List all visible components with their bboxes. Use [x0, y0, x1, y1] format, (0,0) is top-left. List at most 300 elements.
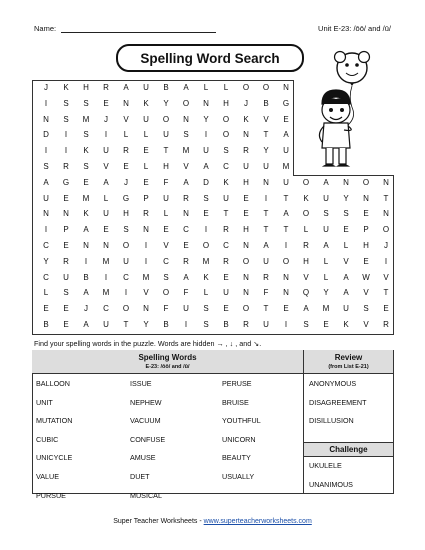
grid-letter[interactable]: V [183, 162, 189, 171]
spelling-word: UNIT [36, 397, 53, 407]
grid-letter[interactable]: H [223, 98, 229, 108]
grid-letter[interactable]: Q [302, 288, 310, 298]
grid-letter[interactable]: L [223, 83, 229, 92]
spelling-words-title: Spelling Words [138, 353, 197, 362]
grid-letter[interactable]: N [283, 272, 289, 282]
grid-letter[interactable]: L [303, 225, 309, 235]
grid-letter[interactable]: I [144, 241, 148, 250]
grid-letter[interactable]: N [123, 98, 129, 108]
grid-letter[interactable]: E [223, 272, 229, 282]
grid-letter[interactable]: B [163, 83, 169, 92]
grid-letter[interactable]: N [183, 209, 189, 219]
grid-letter[interactable]: A [183, 272, 189, 282]
grid-letter[interactable]: K [143, 98, 149, 108]
boy-icon [319, 90, 351, 166]
grid-letter[interactable]: E [83, 177, 89, 187]
grid-letter[interactable]: N [103, 241, 109, 250]
challenge-header [304, 442, 393, 457]
grid-letter[interactable]: A [183, 83, 189, 92]
grid-letter[interactable]: V [143, 288, 149, 298]
grid-letter[interactable]: K [83, 209, 89, 219]
grid-letter[interactable]: J [124, 177, 128, 187]
spelling-word: UNICYCLE [36, 453, 73, 463]
grid-letter[interactable]: A [43, 177, 49, 187]
grid-letter[interactable]: S [163, 272, 169, 282]
grid-letter[interactable]: O [202, 241, 210, 250]
grid-letter[interactable]: L [323, 256, 329, 266]
grid-letter[interactable]: T [283, 193, 289, 203]
grid-letter[interactable]: K [343, 320, 349, 329]
grid-letter[interactable]: L [103, 193, 109, 203]
grid-letter[interactable]: O [162, 114, 170, 124]
grid-letter[interactable]: R [183, 193, 189, 203]
grid-letter[interactable]: A [323, 177, 329, 187]
grid-letter[interactable]: E [223, 304, 229, 314]
grid-letter[interactable]: L [203, 288, 209, 298]
grid-letter[interactable]: N [243, 288, 249, 298]
grid-letter[interactable]: R [303, 241, 309, 250]
grid-letter[interactable]: F [163, 304, 169, 314]
grid-letter[interactable]: S [183, 130, 189, 140]
grid-letter[interactable]: M [142, 272, 150, 282]
grid-letter[interactable]: L [343, 241, 349, 250]
grid-letter[interactable]: I [64, 146, 68, 156]
grid-letter[interactable]: H [303, 256, 309, 266]
grid-letter[interactable]: E [63, 304, 69, 314]
spelling-word: MUSICAL [130, 490, 162, 500]
grid-letter[interactable]: I [144, 256, 148, 266]
spelling-word: BALLOON [36, 379, 70, 388]
grid-letter[interactable]: F [263, 288, 269, 298]
grid-letter[interactable]: O [162, 288, 170, 298]
grid-letter[interactable]: C [43, 272, 49, 282]
grid-letter[interactable]: M [182, 146, 190, 156]
grid-letter[interactable]: Y [203, 114, 209, 124]
grid-letter[interactable]: P [363, 225, 369, 235]
grid-letter[interactable]: E [363, 256, 369, 266]
grid-letter[interactable]: T [383, 193, 389, 203]
grid-letter[interactable]: I [44, 98, 48, 108]
grid-letter[interactable]: L [123, 130, 129, 140]
grid-letter[interactable]: L [323, 272, 329, 282]
grid-letter[interactable]: U [103, 146, 109, 156]
grid-letter[interactable]: S [323, 209, 329, 219]
grid-letter[interactable]: E [123, 162, 129, 171]
grid-letter[interactable]: M [202, 256, 210, 266]
grid-letter[interactable]: S [43, 162, 49, 171]
grid-letter[interactable]: L [43, 288, 49, 298]
grid-letter[interactable]: G [62, 177, 70, 187]
grid-letter[interactable]: U [123, 256, 129, 266]
grid-letter[interactable]: J [84, 304, 88, 314]
grid-letter[interactable]: T [283, 225, 289, 235]
grid-letter[interactable]: C [103, 304, 109, 314]
review-word: DISAGREEMENT [309, 397, 367, 407]
grid-letter[interactable]: T [263, 225, 269, 235]
grid-letter[interactable]: M [282, 162, 290, 171]
review-word: DISILLUSION [309, 416, 354, 426]
grid-letter[interactable]: U [223, 288, 229, 298]
footer [0, 518, 425, 525]
grid-letter[interactable]: C [223, 162, 229, 171]
grid-letter[interactable]: Y [323, 288, 329, 298]
grid-letter[interactable]: A [303, 304, 309, 314]
grid-letter[interactable]: V [363, 288, 369, 298]
spelling-word: DUET [130, 472, 150, 481]
grid-letter[interactable]: S [203, 304, 209, 314]
grid-letter[interactable]: N [43, 209, 49, 219]
grid-letter[interactable]: V [343, 256, 349, 266]
grid-letter[interactable]: V [303, 272, 309, 282]
grid-letter[interactable]: K [203, 272, 209, 282]
grid-letter[interactable]: N [263, 177, 269, 187]
unit-label: Unit E-23: /ōō/ and /ū/ [318, 24, 391, 33]
grid-letter[interactable]: A [343, 288, 349, 298]
grid-letter[interactable]: N [383, 209, 389, 219]
grid-letter[interactable]: B [223, 320, 229, 329]
grid-letter[interactable]: N [203, 98, 209, 108]
grid-letter[interactable]: M [322, 304, 330, 314]
grid-letter[interactable]: H [123, 209, 129, 219]
worksheet-title: Spelling Word Search [116, 44, 304, 72]
footer-link[interactable]: www.superteacherworksheets.com [203, 518, 312, 525]
grid-letter[interactable]: A [123, 83, 129, 92]
grid-letter[interactable]: R [143, 209, 149, 219]
spelling-word: YOUTHFUL [222, 416, 261, 426]
grid-letter[interactable]: H [163, 162, 169, 171]
grid-letter[interactable]: I [284, 320, 288, 329]
grid-letter[interactable]: E [323, 320, 329, 329]
grid-letter[interactable]: A [283, 209, 289, 219]
grid-letter[interactable]: T [263, 209, 269, 219]
spelling-word: USUALLY [222, 472, 255, 481]
grid-letter[interactable]: Y [163, 98, 169, 108]
spelling-word: BRUISE [222, 397, 249, 407]
grid-letter[interactable]: H [83, 83, 89, 92]
grid-letter[interactable]: R [183, 256, 189, 266]
grid-letter[interactable]: N [243, 272, 249, 282]
grid-letter[interactable]: O [122, 304, 130, 314]
grid-letter[interactable]: T [263, 304, 269, 314]
grid-letter[interactable]: O [302, 177, 310, 187]
name-label: Name: [34, 24, 57, 33]
grid-letter[interactable]: T [223, 209, 229, 219]
grid-letter[interactable]: I [44, 146, 48, 156]
grid-letter[interactable]: F [163, 177, 169, 187]
grid-letter[interactable]: Y [263, 146, 269, 156]
grid-letter[interactable]: E [203, 209, 209, 219]
grid-letter[interactable]: N [243, 130, 249, 140]
grid-letter[interactable]: E [63, 241, 69, 250]
grid-letter[interactable]: O [242, 83, 250, 92]
grid-letter[interactable]: E [103, 98, 109, 108]
grid-letter[interactable]: U [143, 83, 149, 92]
grid-letter[interactable]: C [163, 256, 169, 266]
grid-letter[interactable]: S [303, 320, 309, 329]
grid-letter[interactable]: H [363, 241, 369, 250]
grid-letter[interactable]: H [243, 177, 249, 187]
grid-letter[interactable]: U [143, 114, 149, 124]
grid-letter[interactable]: N [343, 177, 349, 187]
grid-letter[interactable]: S [83, 98, 89, 108]
grid-letter[interactable]: N [143, 304, 149, 314]
grid-letter[interactable]: R [123, 146, 129, 156]
grid-letter[interactable]: A [103, 177, 109, 187]
grid-letter[interactable]: E [383, 304, 389, 314]
grid-letter[interactable]: L [163, 209, 169, 219]
grid-letter[interactable]: N [243, 241, 249, 250]
grid-letter[interactable]: U [263, 320, 269, 329]
grid-letter[interactable]: T [123, 320, 129, 329]
grid-letter[interactable]: R [63, 162, 69, 171]
grid-letter[interactable]: K [83, 146, 89, 156]
grid-letter[interactable]: E [143, 177, 149, 187]
grid-letter[interactable]: M [102, 256, 110, 266]
grid-letter[interactable]: O [382, 225, 390, 235]
grid-letter[interactable]: A [203, 162, 209, 171]
grid-letter[interactable]: C [123, 272, 129, 282]
spelling-word: VACUUM [130, 416, 161, 426]
grid-letter[interactable]: K [63, 83, 69, 92]
footer-text: Super Teacher Worksheets - [113, 518, 204, 525]
picture-divider-bottom [293, 175, 394, 176]
grid-letter[interactable]: W [362, 272, 370, 282]
grid-letter[interactable]: O [302, 209, 310, 219]
grid-letter[interactable]: O [182, 98, 190, 108]
grid-letter[interactable]: V [123, 114, 129, 124]
grid-letter[interactable]: E [283, 114, 289, 124]
grid-letter[interactable]: Y [143, 320, 149, 329]
grid-letter[interactable]: E [143, 146, 149, 156]
grid-letter[interactable]: S [203, 320, 209, 329]
grid-letter[interactable]: U [323, 225, 329, 235]
grid-letter[interactable]: U [223, 193, 229, 203]
grid-letter[interactable]: I [384, 256, 388, 266]
grid-letter[interactable]: N [283, 83, 289, 92]
grid-letter[interactable]: U [163, 193, 169, 203]
grid-letter[interactable]: E [243, 209, 249, 219]
grid-letter[interactable]: P [143, 193, 149, 203]
grid-letter[interactable]: U [63, 272, 69, 282]
grid-letter[interactable]: S [123, 225, 129, 235]
grid-letter[interactable]: S [203, 193, 209, 203]
grid-letter[interactable]: M [82, 114, 90, 124]
grid-letter[interactable]: N [83, 241, 89, 250]
spelling-word: CONFUSE [130, 434, 166, 444]
grid-letter[interactable]: R [383, 320, 389, 329]
grid-letter[interactable]: C [223, 241, 229, 250]
grid-letter[interactable]: O [362, 177, 370, 187]
grid-letter[interactable]: A [183, 177, 189, 187]
grid-letter[interactable]: F [183, 288, 189, 298]
grid-letter[interactable]: E [243, 193, 249, 203]
grid-letter[interactable]: R [103, 83, 109, 92]
spelling-word: MUTATION [36, 416, 73, 426]
grid-letter[interactable]: R [223, 225, 229, 235]
grid-letter[interactable]: V [103, 162, 109, 171]
instructions: Find your spelling words in the puzzle. Words are hidden → , ↓ , and ↘. [34, 339, 262, 348]
grid-letter[interactable]: I [284, 241, 288, 250]
grid-letter[interactable]: S [63, 288, 69, 298]
grid-letter[interactable]: E [63, 193, 69, 203]
grid-letter[interactable]: D [203, 177, 209, 187]
grid-letter[interactable]: I [104, 272, 108, 282]
grid-letter[interactable]: L [143, 162, 149, 171]
grid-letter[interactable]: Y [343, 193, 349, 203]
grid-letter[interactable]: B [163, 320, 169, 329]
grid-letter[interactable]: U [263, 162, 269, 171]
grid-letter[interactable]: U [163, 130, 169, 140]
grid-letter[interactable]: G [282, 98, 290, 108]
grid-letter[interactable]: I [84, 256, 88, 266]
grid-letter[interactable]: D [43, 130, 49, 140]
grid-letter[interactable]: E [343, 225, 349, 235]
challenge-title: Challenge [329, 445, 368, 454]
grid-letter[interactable]: T [383, 288, 389, 298]
grid-letter[interactable]: I [64, 130, 68, 140]
grid-letter[interactable]: U [263, 256, 269, 266]
grid-letter[interactable]: J [104, 114, 108, 124]
grid-letter[interactable]: N [183, 114, 189, 124]
grid-letter[interactable]: O [122, 241, 130, 250]
review-word: ANONYMOUS [309, 379, 357, 388]
grid-letter[interactable]: O [242, 304, 250, 314]
grid-letter[interactable]: N [283, 288, 289, 298]
grid-letter[interactable]: S [83, 162, 89, 171]
grid-letter[interactable]: U [283, 146, 289, 156]
grid-letter[interactable]: U [283, 177, 289, 187]
grid-letter[interactable]: E [103, 225, 109, 235]
grid-letter[interactable]: N [363, 193, 369, 203]
grid-letter[interactable]: P [63, 225, 69, 235]
grid-letter[interactable]: S [343, 209, 349, 219]
spelling-word: VALUE [36, 472, 60, 481]
spelling-word: PURSUE [36, 490, 66, 500]
grid-letter[interactable]: O [222, 114, 230, 124]
grid-letter[interactable]: U [183, 304, 189, 314]
review-subtitle: (from List E-21) [328, 364, 369, 370]
grid-letter[interactable]: T [163, 146, 169, 156]
grid-letter[interactable]: S [83, 130, 89, 140]
grid-letter[interactable]: B [83, 272, 89, 282]
grid-letter[interactable]: E [183, 241, 189, 250]
grid-letter[interactable]: Y [43, 256, 49, 266]
grid-letter[interactable]: L [203, 83, 209, 92]
boy-balloon-illustration [300, 46, 396, 174]
challenge-word: UNANIMOUS [309, 479, 353, 489]
grid-letter[interactable]: S [363, 304, 369, 314]
grid-letter[interactable]: A [323, 241, 329, 250]
grid-letter[interactable]: U [203, 146, 209, 156]
grid-letter[interactable]: E [63, 320, 69, 329]
spelling-word: AMUSE [130, 453, 156, 463]
grid-letter[interactable]: G [122, 193, 130, 203]
grid-letter[interactable]: I [44, 225, 48, 235]
grid-letter[interactable]: J [384, 241, 388, 250]
grid-letter[interactable]: K [243, 114, 249, 124]
grid-letter[interactable]: M [102, 288, 110, 298]
grid-letter[interactable]: U [103, 209, 109, 219]
grid-letter[interactable]: N [43, 114, 49, 124]
challenge-word: UKULELE [309, 461, 342, 470]
grid-letter[interactable]: N [63, 209, 69, 219]
grid-letter[interactable]: S [63, 114, 69, 124]
review-title: Review [334, 353, 363, 362]
grid-letter[interactable]: A [83, 288, 89, 298]
grid-letter[interactable]: N [143, 225, 149, 235]
grid-letter[interactable]: R [263, 272, 269, 282]
grid-letter[interactable]: K [303, 193, 309, 203]
grid-letter[interactable]: L [143, 130, 149, 140]
grid-letter[interactable]: I [204, 225, 208, 235]
grid-letter[interactable]: K [223, 177, 229, 187]
grid-letter[interactable]: R [243, 320, 249, 329]
grid-letter[interactable]: R [243, 146, 249, 156]
spelling-word: CUBIC [36, 434, 59, 444]
grid-letter[interactable]: U [343, 304, 349, 314]
grid-letter[interactable]: B [43, 320, 49, 329]
spelling-word: NEPHEW [130, 397, 162, 407]
grid-letter[interactable]: B [263, 98, 269, 108]
grid-letter[interactable]: I [184, 320, 188, 329]
grid-letter[interactable]: N [383, 177, 389, 187]
grid-letter[interactable]: E [163, 225, 169, 235]
grid-letter[interactable]: I [264, 193, 268, 203]
grid-letter[interactable]: J [44, 83, 48, 92]
spelling-word: BEAUTY [222, 453, 251, 463]
grid-letter[interactable]: U [103, 320, 109, 329]
grid-letter[interactable]: V [263, 114, 269, 124]
grid-letter[interactable]: S [223, 146, 229, 156]
grid-letter[interactable]: V [163, 241, 169, 250]
grid-letter[interactable]: E [363, 209, 369, 219]
grid-letter[interactable]: T [263, 130, 269, 140]
grid-letter[interactable]: I [124, 288, 128, 298]
grid-letter[interactable]: U [43, 193, 49, 203]
grid-letter[interactable]: U [323, 193, 329, 203]
spelling-word: PERUSE [222, 379, 252, 388]
grid-letter[interactable]: A [263, 241, 269, 250]
grid-letter[interactable]: O [262, 83, 270, 92]
grid-letter[interactable]: E [283, 304, 289, 314]
spelling-words-subtitle: E-23: /ōō/ and /ū/ [145, 364, 190, 370]
grid-letter[interactable]: A [283, 130, 289, 140]
name-line[interactable] [61, 32, 216, 33]
grid-letter[interactable]: I [204, 130, 208, 140]
review-header [304, 350, 393, 374]
grid-letter[interactable]: V [383, 272, 389, 282]
grid-letter[interactable]: C [183, 225, 189, 235]
grid-letter[interactable]: R [223, 256, 229, 266]
grid-letter[interactable]: R [63, 256, 69, 266]
grid-letter[interactable]: S [63, 98, 69, 108]
grid-letter[interactable]: M [82, 193, 90, 203]
grid-letter[interactable]: O [282, 256, 290, 266]
spelling-word: UNICORN [222, 434, 256, 444]
grid-letter[interactable]: A [83, 320, 89, 329]
grid-letter[interactable]: O [222, 130, 230, 140]
grid-letter[interactable]: E [43, 304, 49, 314]
grid-letter[interactable]: C [43, 241, 49, 250]
grid-letter[interactable]: H [243, 225, 249, 235]
grid-letter[interactable]: A [83, 225, 89, 235]
grid-letter[interactable]: U [243, 162, 249, 171]
grid-letter[interactable]: J [244, 98, 248, 108]
grid-letter[interactable]: A [343, 272, 349, 282]
grid-letter[interactable]: I [104, 130, 108, 140]
grid-letter[interactable]: O [242, 256, 250, 266]
grid-letter[interactable]: V [363, 320, 369, 329]
